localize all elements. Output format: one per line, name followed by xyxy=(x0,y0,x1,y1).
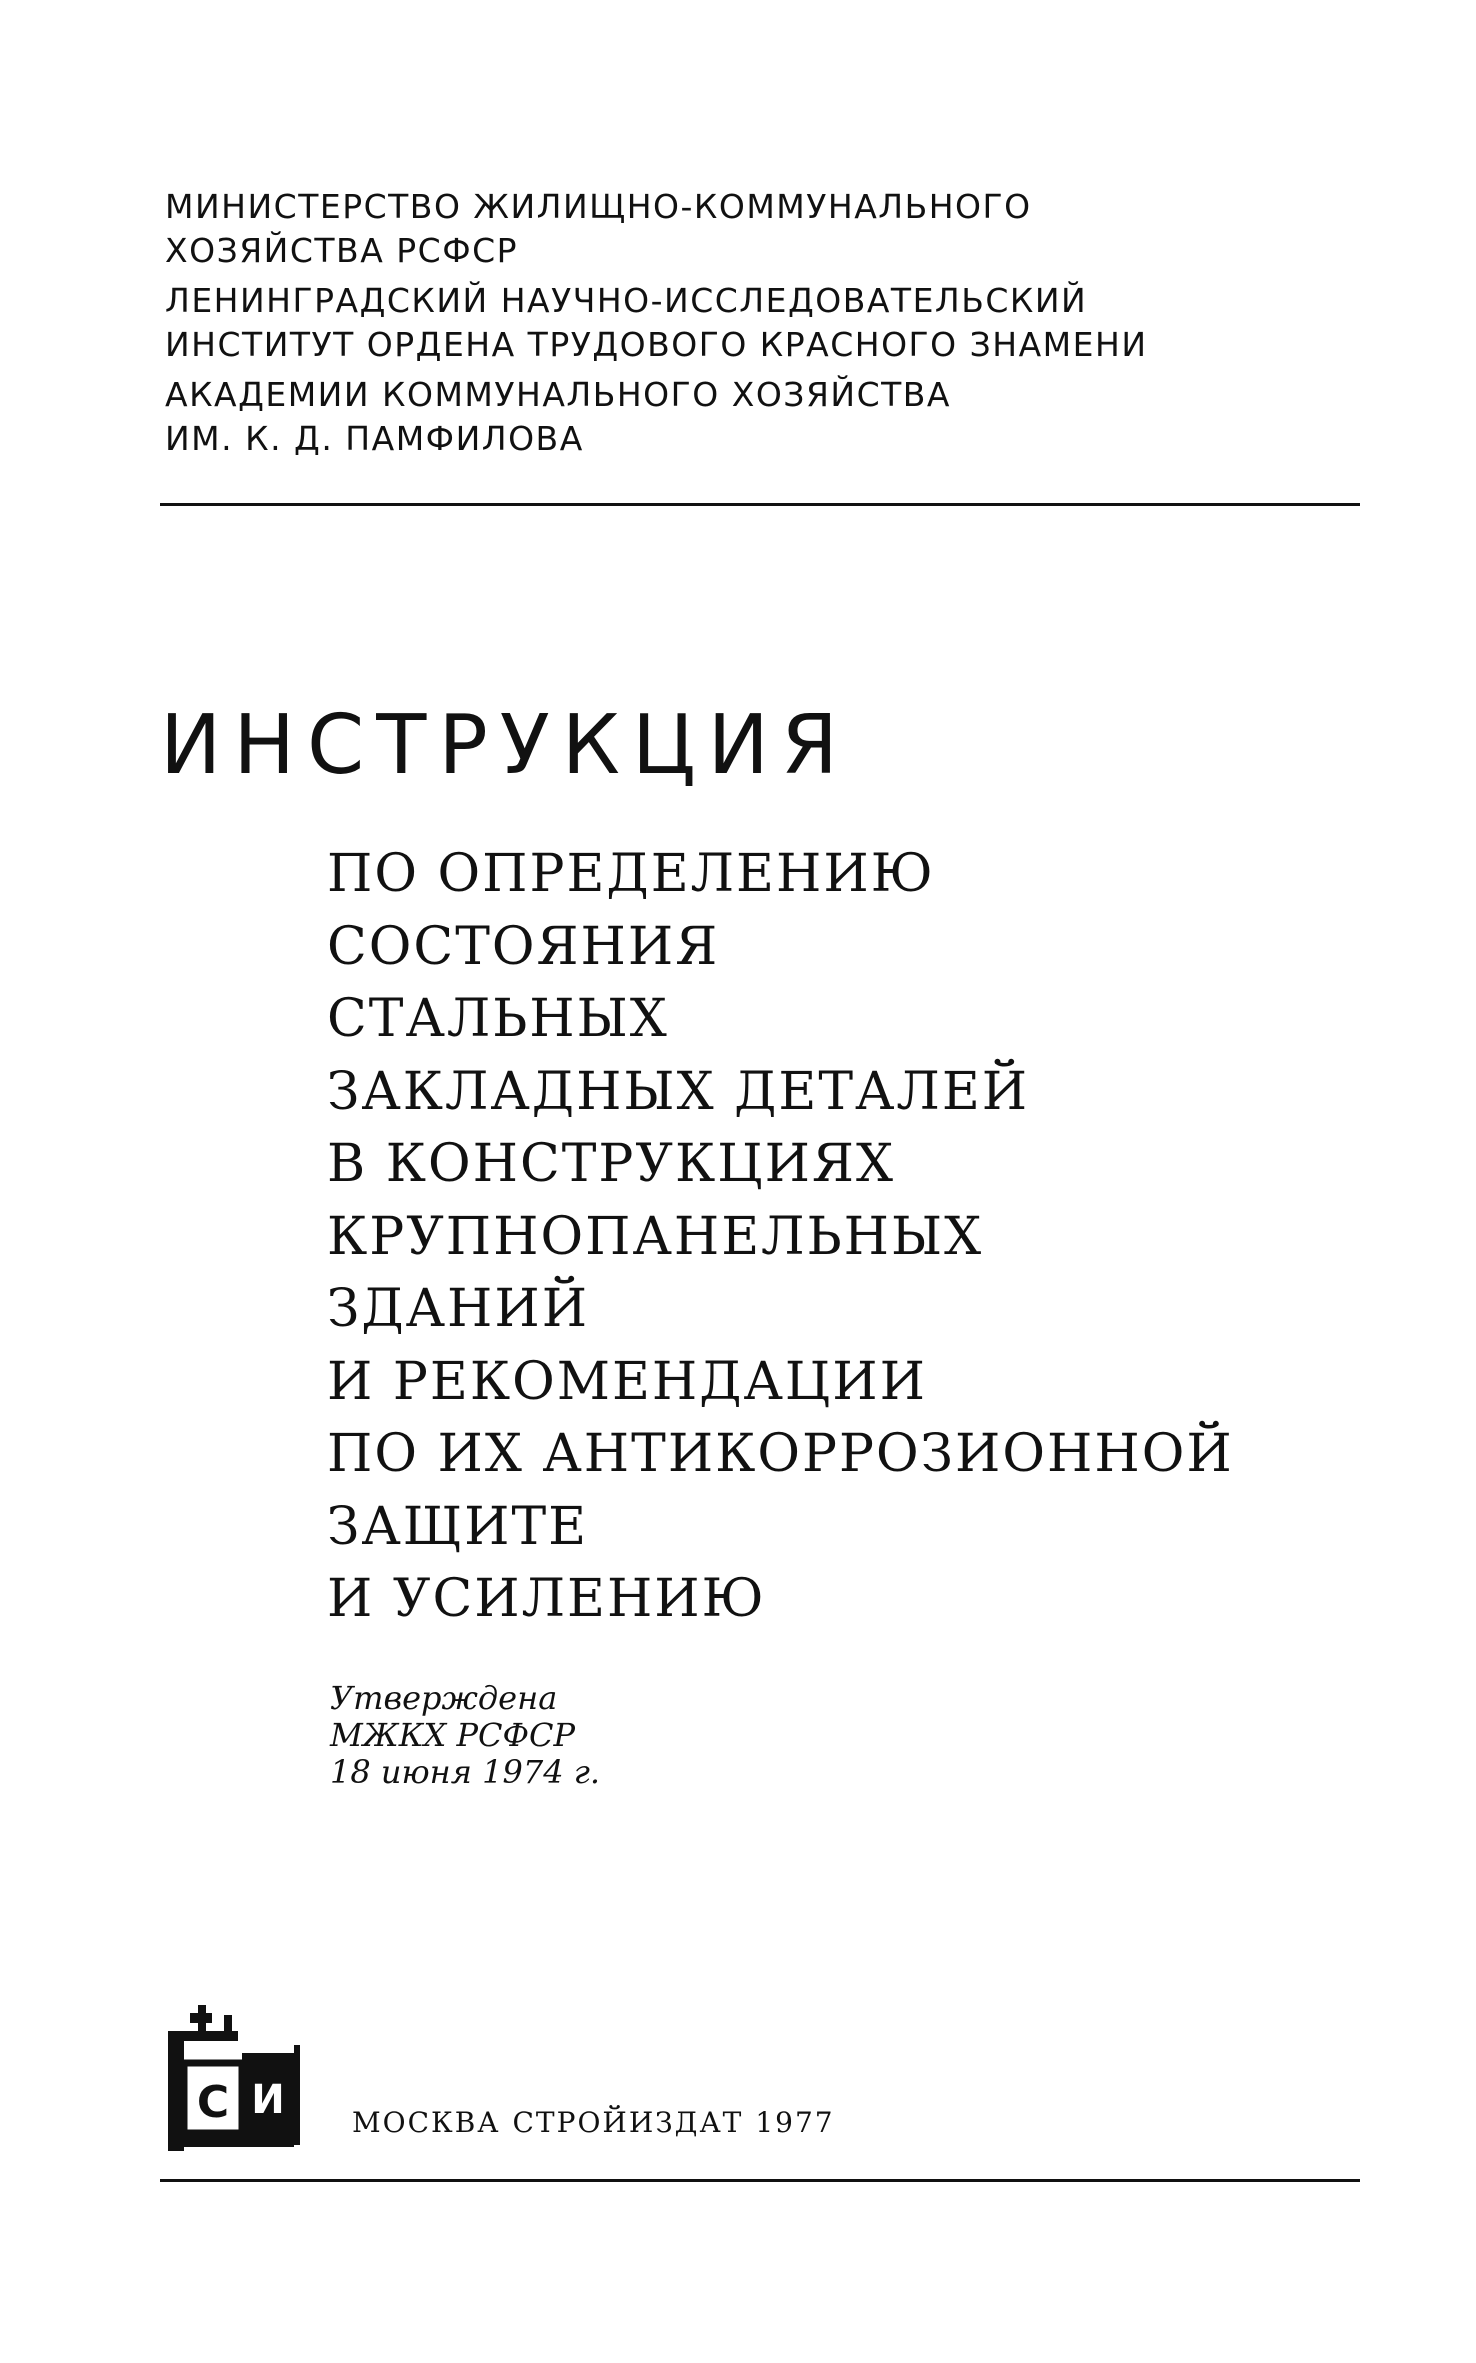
subtitle-line: В КОНСТРУКЦИЯХ xyxy=(327,1134,895,1194)
publisher-header xyxy=(165,185,1365,461)
subtitle-line: И РЕКОМЕНДАЦИИ xyxy=(327,1351,927,1412)
svg-text:С: С xyxy=(196,2077,230,2128)
subtitle-line: ПО ИХ АНТИКОРРОЗИОННОЙ xyxy=(327,1424,1234,1484)
approval-line: Утверждена xyxy=(330,1679,558,1717)
ministry-line-2: ХОЗЯЙСТВА РСФСР xyxy=(165,231,519,270)
academy-line-2: ИМ. К. Д. ПАМФИЛОВА xyxy=(165,419,584,458)
institute-name xyxy=(165,279,1365,367)
institute-line-1: ЛЕНИНГРАДСКИЙ НАУЧНО-ИССЛЕДОВАТЕЛЬСКИЙ xyxy=(165,281,1088,320)
ministry-name xyxy=(165,185,1365,273)
institute-line-2: ИНСТИТУТ ОРДЕНА ТРУДОВОГО КРАСНОГО ЗНАМЕНИ xyxy=(165,325,1148,364)
subtitle-line: ЗАЩИТЕ xyxy=(327,1496,589,1557)
subtitle-line: ЗАКЛАДНЫХ ДЕТАЛЕЙ xyxy=(327,1061,1030,1122)
ministry-line-1: МИНИСТЕРСТВО ЖИЛИЩНО-КОММУНАЛЬНОГО xyxy=(165,187,1032,226)
top-divider xyxy=(160,503,1360,506)
document-subtitle xyxy=(327,838,1234,1636)
publication-year: 1977 xyxy=(755,2106,835,2139)
subtitle-line: СТАЛЬНЫХ xyxy=(327,989,669,1049)
academy-name xyxy=(165,373,1365,461)
approval-line: 18 июня 1974 г. xyxy=(330,1753,601,1791)
subtitle-line: СОСТОЯНИЯ xyxy=(327,916,720,977)
publisher-city: МОСКВА xyxy=(352,2106,501,2139)
academy-line-1: АКАДЕМИИ КОММУНАЛЬНОГО ХОЗЯЙСТВА xyxy=(165,375,951,414)
publisher-name: СТРОЙИЗДАТ xyxy=(512,2106,744,2139)
publisher-imprint xyxy=(352,2106,835,2139)
svg-text:И: И xyxy=(251,2077,285,2123)
subtitle-line: И УСИЛЕНИЮ xyxy=(327,1569,766,1629)
subtitle-line: ПО ОПРЕДЕЛЕНИЮ xyxy=(327,844,935,904)
subtitle-line: КРУПНОПАНЕЛЬНЫХ xyxy=(327,1206,984,1267)
subtitle-line: ЗДАНИЙ xyxy=(327,1279,590,1339)
approval-note xyxy=(330,1680,600,1791)
bottom-divider xyxy=(160,2179,1360,2182)
stroyizdat-logo-icon xyxy=(168,2005,308,2155)
document-title: ИНСТРУКЦИЯ xyxy=(160,698,850,793)
approval-line: МЖКХ РСФСР xyxy=(330,1716,576,1754)
